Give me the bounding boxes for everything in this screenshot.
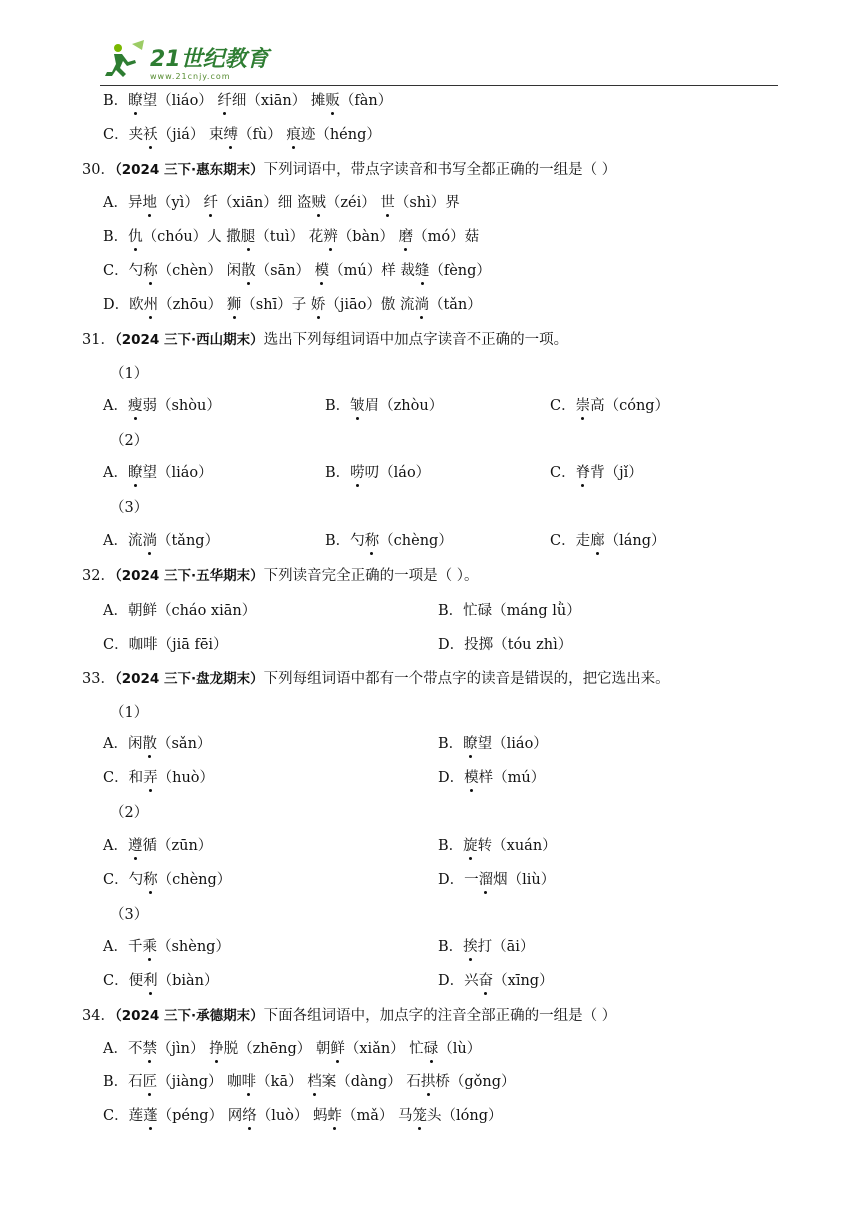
dotted-character: 廊	[590, 533, 605, 549]
text-run: 细（xiān） 摊	[231, 93, 326, 109]
text-run: 30．	[82, 162, 115, 178]
option-line	[103, 295, 482, 315]
text-run: D．	[438, 770, 465, 786]
question-line	[82, 330, 568, 350]
text-run: B．	[325, 398, 351, 414]
text-run: （2）	[110, 805, 149, 821]
question-source: （2024 三下·惠东期末）	[114, 162, 264, 178]
text-run: （jiàng） 咖	[157, 1074, 242, 1090]
option-line	[438, 937, 534, 957]
text-run: 下列词语中，带点字读音和书写全都正确的一组是（ ）	[263, 162, 617, 178]
question-source: （2024 三下·五华期末）	[114, 568, 264, 584]
page-header	[100, 38, 778, 86]
text-run: 32．	[82, 568, 115, 584]
text-run: （3）	[110, 907, 149, 923]
text-run: （1）	[110, 705, 149, 721]
dotted-character: 缝	[414, 263, 430, 279]
option-line	[103, 635, 228, 655]
text-run: 叨（láo）	[364, 465, 431, 481]
dotted-character: 淌	[414, 297, 429, 313]
text-run: 脱（zhēng） 朝	[223, 1041, 331, 1057]
text-run: D．投掷（tóu zhì）	[438, 637, 573, 653]
dotted-character: 奋	[478, 973, 494, 989]
text-run: 转（xuán）	[477, 838, 557, 854]
text-run: 样（mú）	[478, 770, 546, 786]
text-run: 眉（zhòu）	[364, 398, 444, 414]
text-run: C．	[550, 398, 576, 414]
dotted-character: 辨	[323, 229, 338, 245]
dotted-character: 散	[241, 263, 256, 279]
text-run: （zhōu）	[158, 297, 227, 313]
text-run: 33．	[82, 671, 115, 687]
option-line	[103, 734, 211, 754]
text-run: C．莲	[103, 1108, 144, 1124]
text-run: B．	[325, 465, 351, 481]
text-run: （fù）	[238, 127, 287, 143]
option-line	[103, 125, 381, 145]
dotted-character: 瘦	[127, 398, 143, 414]
dotted-character: 纤	[203, 195, 218, 211]
dotted-character: 腿	[240, 229, 256, 245]
sub-question-number	[110, 703, 148, 723]
sub-question-number	[110, 905, 148, 925]
dotted-character: 瞭	[128, 93, 143, 109]
text-run: 高（cóng）	[590, 398, 670, 414]
text-run: A．	[103, 398, 128, 414]
text-run: 循（zūn）	[142, 838, 213, 854]
text-run: （sān）	[255, 263, 315, 279]
option-line	[325, 531, 453, 551]
text-run: （chèn） 闲	[157, 263, 242, 279]
option-line	[103, 193, 460, 213]
dotted-character: 瞭	[463, 736, 478, 752]
dotted-character: 弄	[143, 770, 158, 786]
text-run: B．石	[103, 1074, 143, 1090]
dotted-character: 禁	[142, 1041, 157, 1057]
dotted-character: 磨	[398, 229, 414, 245]
option-line	[438, 768, 545, 788]
text-run: 背（jǐ）	[590, 465, 643, 481]
dotted-character: 利	[143, 973, 158, 989]
text-run: C．	[550, 465, 576, 481]
option-line	[438, 870, 555, 890]
option-line	[103, 768, 214, 788]
option-line	[550, 463, 643, 483]
option-line	[103, 601, 256, 621]
question-line	[82, 566, 478, 586]
text-run: B．	[438, 736, 464, 752]
question-line	[82, 160, 616, 180]
text-run: （3）	[110, 500, 149, 516]
text-run: A．	[103, 465, 128, 481]
dotted-character: 仇	[128, 229, 143, 245]
option-line	[103, 261, 491, 281]
text-run: （sǎn）	[156, 736, 212, 752]
text-run: （fèng）	[429, 263, 491, 279]
text-run: （lù）	[438, 1041, 482, 1057]
text-run: （luò） 蚂	[256, 1108, 328, 1124]
dotted-character: 称	[143, 263, 158, 279]
text-run: A．千	[103, 939, 143, 955]
question-line	[82, 1006, 616, 1026]
text-run: （xīng）	[493, 973, 554, 989]
dotted-character: 遵	[127, 838, 143, 854]
dotted-character: 旋	[463, 838, 478, 854]
dotted-character: 络	[242, 1108, 257, 1124]
text-run: D．欧	[103, 297, 144, 313]
text-run: （xiǎn） 忙	[344, 1041, 424, 1057]
text-run: B．忙碌（máng lǜ）	[438, 603, 581, 619]
text-run: C．走	[550, 533, 591, 549]
option-line	[103, 937, 230, 957]
question-source: （2024 三下·承德期末）	[114, 1008, 264, 1024]
option-line	[103, 531, 219, 551]
option-line	[325, 396, 443, 416]
dotted-character: 模	[464, 770, 479, 786]
sub-question-number	[110, 498, 148, 518]
text-run: 烟（liù）	[493, 872, 556, 888]
text-run: C．勺	[103, 872, 144, 888]
text-run: 望（liáo）	[142, 465, 213, 481]
text-run: （jìn）	[156, 1041, 210, 1057]
text-run: B．	[438, 939, 464, 955]
text-run: A．异	[103, 195, 143, 211]
text-run: （shì）界	[394, 195, 460, 211]
dotted-character: 娇	[310, 297, 326, 313]
sub-question-number	[110, 431, 148, 451]
text-run: A．朝鲜（cháo xiān）	[103, 603, 257, 619]
text-run: 迹（héng）	[300, 127, 381, 143]
dotted-character: 脊	[575, 465, 591, 481]
dotted-character: 痕	[286, 127, 301, 143]
option-line	[103, 396, 221, 416]
dotted-character: 袄	[143, 127, 158, 143]
text-run: B．	[438, 838, 464, 854]
text-run: （chèng）	[379, 533, 453, 549]
text-run: 桥（gǒng）	[435, 1074, 516, 1090]
text-run: （chóu）人 撒	[142, 229, 241, 245]
text-run: B．	[103, 229, 129, 245]
question-line	[82, 669, 670, 689]
option-line	[103, 836, 212, 856]
text-run: 31．	[82, 332, 115, 348]
dotted-character: 州	[143, 297, 159, 313]
text-run: （shī）子	[241, 297, 311, 313]
option-line	[103, 91, 392, 111]
option-line	[325, 463, 430, 483]
text-run: A．流	[103, 533, 143, 549]
text-run: （kā）	[256, 1074, 308, 1090]
dotted-character: 档	[307, 1074, 322, 1090]
text-run: C．勺	[103, 263, 144, 279]
dotted-character: 散	[142, 736, 157, 752]
text-run: 打（āi）	[477, 939, 535, 955]
text-run: 头（lóng）	[427, 1108, 503, 1124]
text-run: （jiá） 束	[157, 127, 224, 143]
option-line	[438, 635, 572, 655]
text-run: （shèng）	[156, 939, 230, 955]
dotted-character: 皱	[350, 398, 365, 414]
dotted-character: 唠	[350, 465, 365, 481]
text-run: 望（liáo）	[477, 736, 548, 752]
text-run: （tǎng）	[156, 533, 220, 549]
text-run: C．夹	[103, 127, 144, 143]
option-line	[103, 971, 219, 991]
text-run: （fàn）	[339, 93, 393, 109]
text-run: C．咖啡（jiā fēi）	[103, 637, 228, 653]
text-run: 案（dàng） 石	[321, 1074, 421, 1090]
text-run: 选出下列每组词语中加点字读音不正确的一项。	[263, 332, 569, 348]
text-run: B．勺	[325, 533, 365, 549]
text-run: （2）	[110, 433, 149, 449]
dotted-character: 鲜	[330, 1041, 345, 1057]
text-run: 弱（shòu）	[142, 398, 221, 414]
logo-21cnjy	[102, 40, 272, 82]
dotted-character: 挣	[209, 1041, 224, 1057]
dotted-character: 挨	[463, 939, 478, 955]
sub-question-number	[110, 364, 148, 384]
text-run: （yì）	[156, 195, 204, 211]
text-run: A．不	[103, 1041, 143, 1057]
dotted-character: 溜	[478, 872, 494, 888]
dotted-character: 模	[314, 263, 330, 279]
dotted-character: 碌	[423, 1041, 439, 1057]
option-line	[103, 1106, 503, 1126]
dotted-character: 贩	[325, 93, 340, 109]
dotted-character: 崇	[575, 398, 591, 414]
header-rule	[100, 85, 778, 86]
dotted-character: 啡	[241, 1074, 257, 1090]
dotted-character: 世	[380, 195, 395, 211]
option-line	[103, 1072, 516, 1092]
option-line	[103, 870, 231, 890]
dotted-character: 乘	[142, 939, 157, 955]
text-run: C．便	[103, 973, 144, 989]
dotted-character: 缚	[223, 127, 238, 143]
text-run: A．闲	[103, 736, 143, 752]
text-run: （mǎ） 马	[342, 1108, 413, 1124]
dotted-character: 蓬	[143, 1108, 158, 1124]
option-line	[438, 836, 557, 856]
option-line	[550, 531, 666, 551]
option-line	[550, 396, 669, 416]
text-run: D．兴	[438, 973, 479, 989]
dotted-character: 瞭	[127, 465, 143, 481]
dotted-character: 淌	[142, 533, 157, 549]
option-line	[103, 1039, 481, 1059]
sub-question-number	[110, 803, 148, 823]
dotted-character: 地	[142, 195, 157, 211]
text-run: C．和	[103, 770, 144, 786]
text-run: A．	[103, 838, 128, 854]
text-run: 下面各组词语中，加点字的注音全部正确的一组是（ ）	[263, 1008, 617, 1024]
text-run: （mó）菇	[413, 229, 480, 245]
text-run: 望（liáo）	[142, 93, 218, 109]
option-line	[103, 463, 213, 483]
text-run: （zéi）	[325, 195, 381, 211]
text-run: （péng） 网	[157, 1108, 243, 1124]
question-source: （2024 三下·盘龙期末）	[114, 671, 264, 687]
logo-sub: www.21cnjy.com	[150, 72, 231, 81]
dotted-character: 笼	[412, 1108, 428, 1124]
text-run: （láng）	[604, 533, 666, 549]
text-run: （tǎn）	[428, 297, 482, 313]
text-run: （mú）样 裁	[329, 263, 415, 279]
text-run: （bàn）	[337, 229, 399, 245]
text-run: D．一	[438, 872, 479, 888]
logo-text: 21世纪教育	[150, 47, 269, 72]
dotted-character: 称	[364, 533, 380, 549]
text-run: （huò）	[157, 770, 215, 786]
dotted-character: 纤	[217, 93, 232, 109]
text-run: （biàn）	[157, 973, 219, 989]
text-run: （tuì） 花	[255, 229, 324, 245]
text-run: （1）	[110, 366, 149, 382]
dotted-character: 狮	[226, 297, 242, 313]
text-run: 下列读音完全正确的一项是（ ）。	[263, 568, 479, 584]
text-run: （chèng）	[157, 872, 232, 888]
runner-icon	[105, 40, 144, 77]
option-line	[438, 601, 581, 621]
option-line	[103, 227, 479, 247]
dotted-character: 称	[143, 872, 158, 888]
text-run: 34．	[82, 1008, 115, 1024]
option-line	[438, 734, 548, 754]
text-run: B．	[103, 93, 129, 109]
dotted-character: 贼	[311, 195, 326, 211]
option-line	[438, 971, 554, 991]
question-source: （2024 三下·西山期末）	[114, 332, 264, 348]
dotted-character: 拱	[420, 1074, 436, 1090]
dotted-character: 蚱	[327, 1108, 343, 1124]
dotted-character: 匠	[142, 1074, 158, 1090]
text-run: （xiān）细 盗	[217, 195, 312, 211]
text-run: 下列每组词语中都有一个带点字的读音是错误的，把它选出来。	[263, 671, 670, 687]
text-run: （jiāo）傲 流	[325, 297, 415, 313]
